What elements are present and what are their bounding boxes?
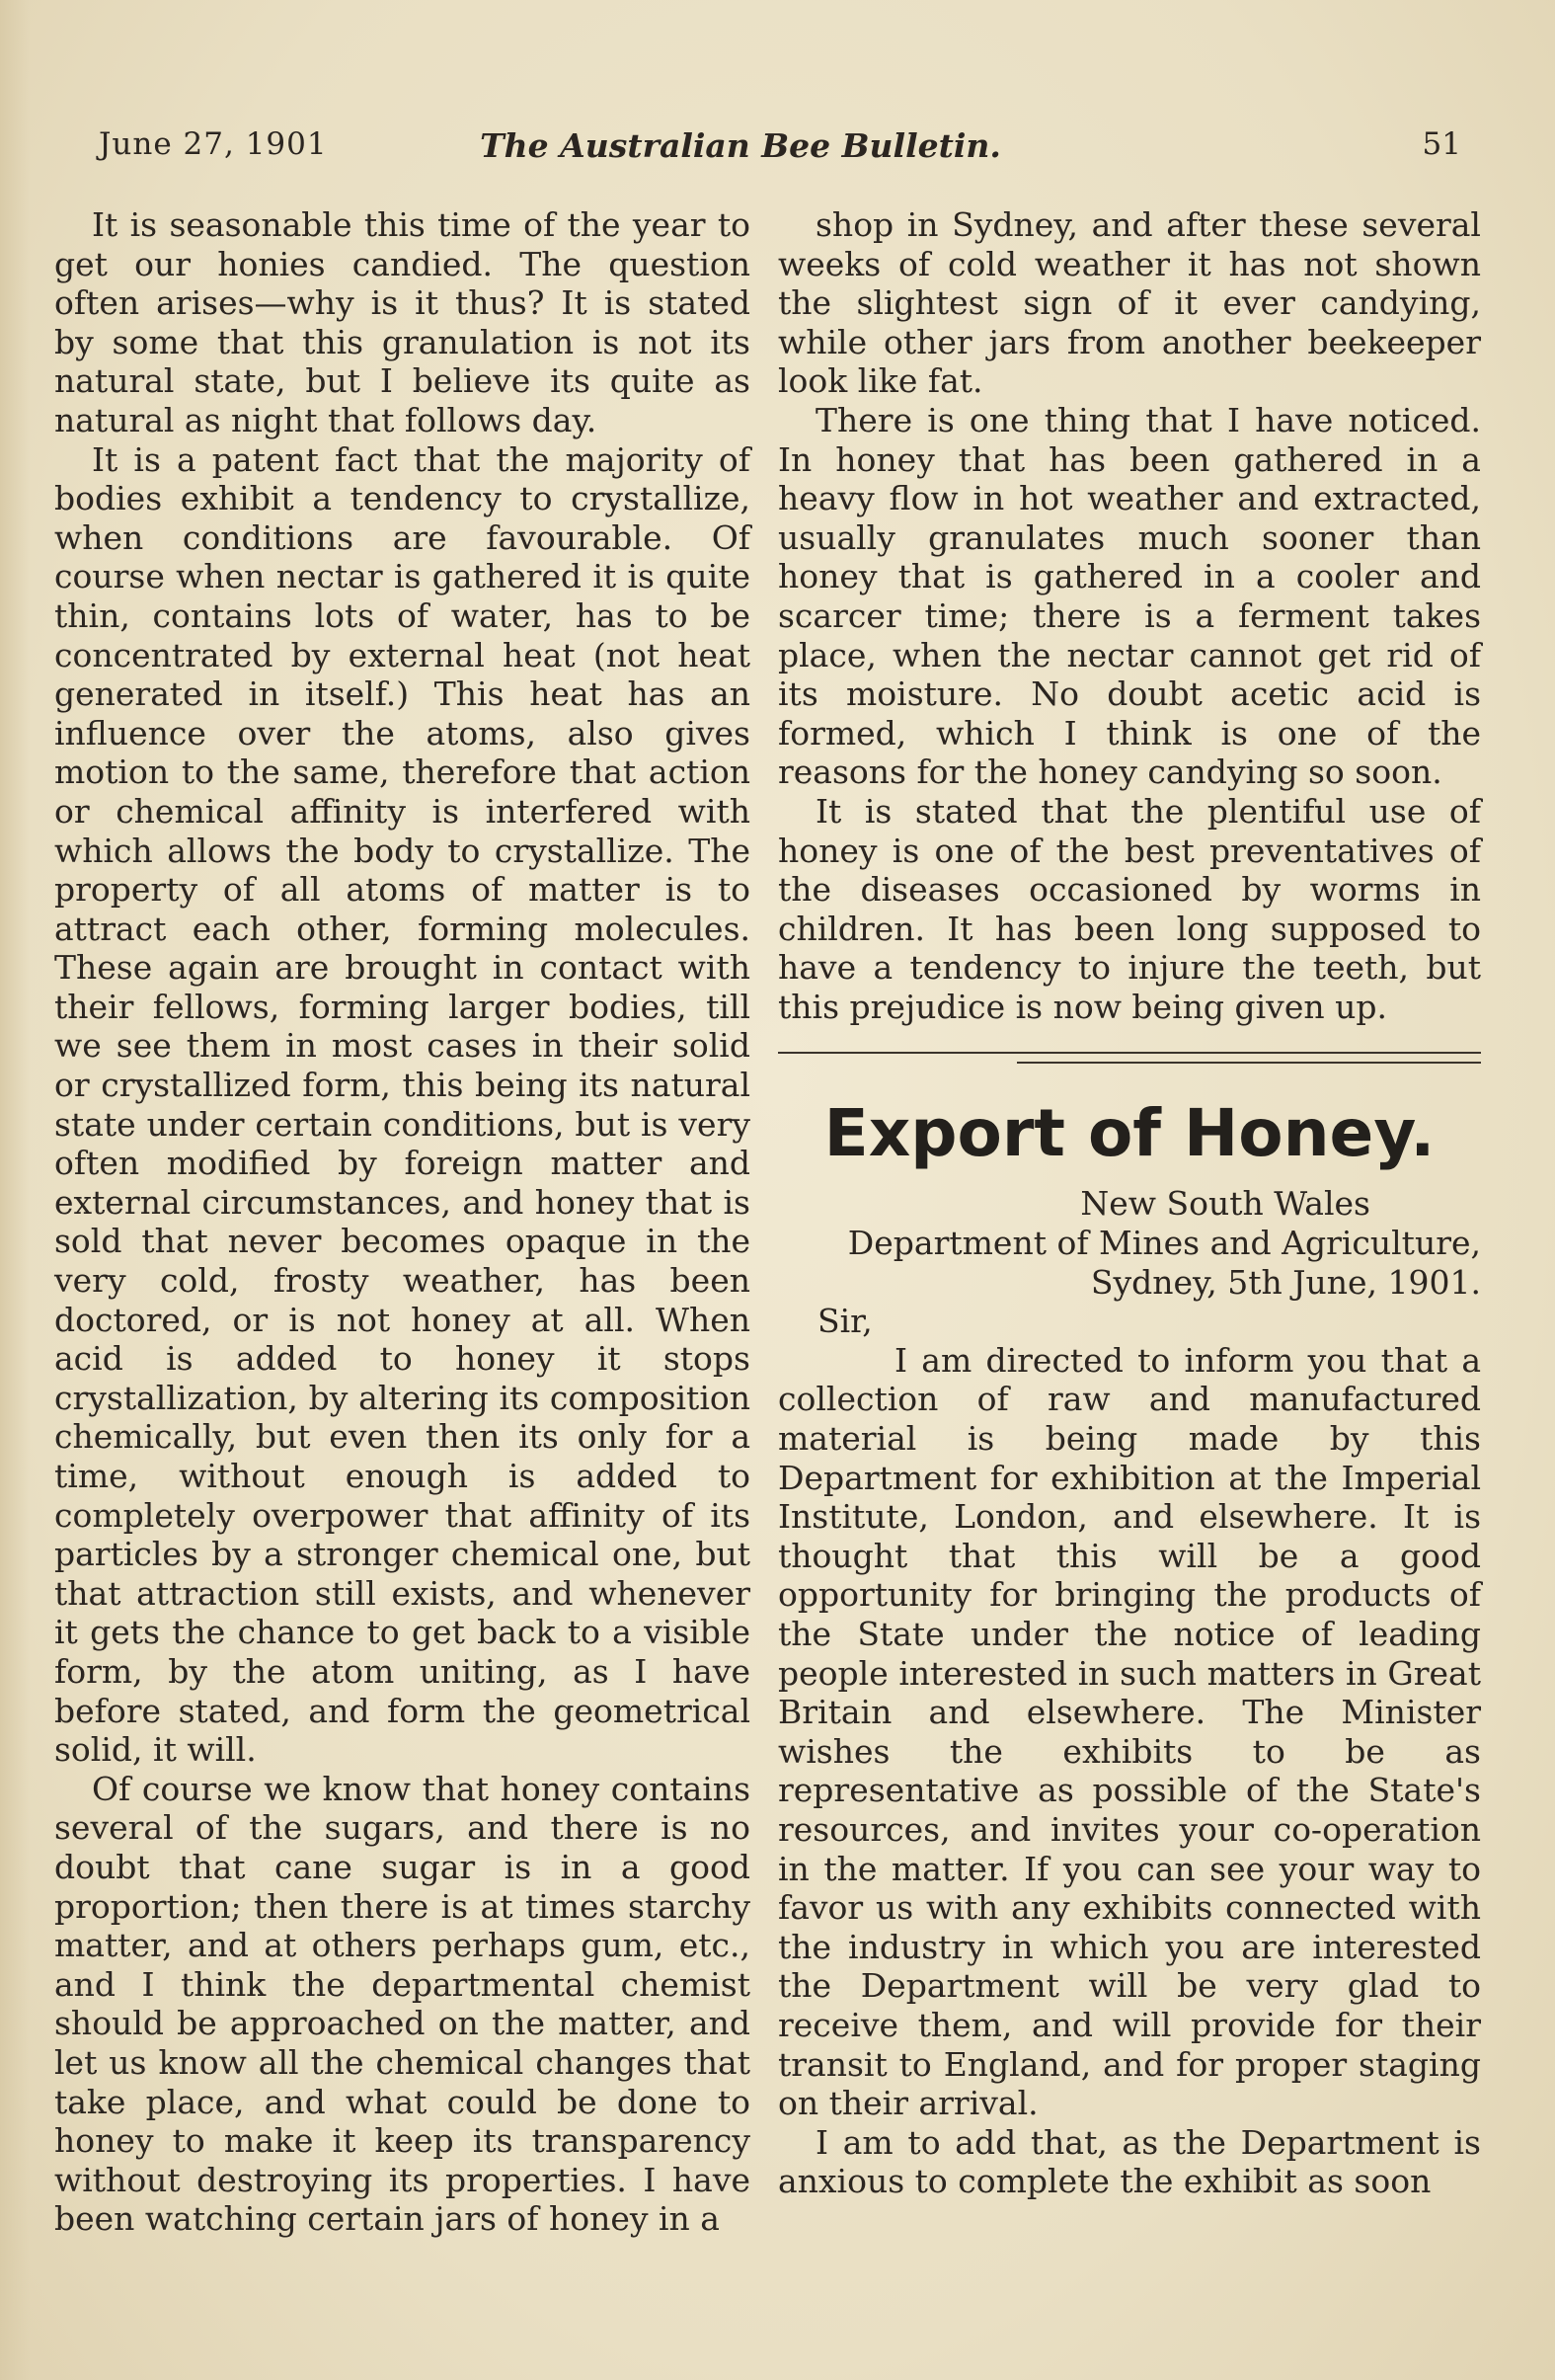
paragraph: It is stated that the plentiful use of honey is one of the best preventatives of the diseases occasioned by worms in children. It has been long supposed to have a tendency to injure the teeth, but this prejudice is now being given up.	[778, 791, 1481, 1026]
letter-address-line: New South Wales	[1080, 1184, 1370, 1224]
left-column	[54, 205, 750, 2239]
letter-address-line: Department of Mines and Agriculture,	[847, 1224, 1481, 1263]
page-header	[99, 126, 1461, 176]
paragraph: It is a patent fact that the majority of bodies exhibit a tendency to crystallize, when conditions are favourable. Of course when nectar is gathered it is quite thin, contains lots of water, has to be concentrated by external heat (not heat generated in itself.) This heat has an influence over the atoms, also gives motion to the same, therefore that action or chemical affinity is interfered with which allows the body to crystallize. The property of all atoms of matter is to attract each other, forming molecules. These again are brought in contact with their fellows, forming larger bodies, till we see them in most cases in their solid or crystallized form, this being its natural state under certain conditions, but is very often modified by foreign matter and external circumstances, and honey that is sold that never becomes opaque in the very cold, frosty weather, has been doctored, or is not honey at all. When acid is added to honey it stops crystallization, by altering its composition chemically, but even then its only for a time, without enough is added to completely overpower that affinity of its particles by a stronger chemical one, but that attraction still exists, and whenever it gets the chance to get back to a visible form, by the atom uniting, as I have before stated, and form the geometrical solid, it will.	[54, 439, 750, 1770]
paragraph: shop in Sydney, and after these several weeks of cold weather it has not shown the slightest sign of it ever candying, while other jars from another beekeeper look like fat.	[778, 205, 1481, 401]
article-headline: Export of Honey.	[823, 1095, 1436, 1172]
page-margin	[0, 0, 30, 2380]
publication-title: The Australian Bee Bulletin.	[480, 126, 1001, 165]
paragraph: It is seasonable this time of the year to get our honies candied. The question often arises—why is it thus? It is stated by some that this granulation is not its natural state, but I believe its quite as natural as night that follows day.	[54, 205, 750, 439]
paragraph: Of course we know that honey contains several of the sugars, and there is no doubt that cane sugar is in a good proportion; then there is at times starchy matter, and at others perhaps gum, etc., and I think the departmental chemist should be approached on the matter, and let us know all the chemical changes that take place, and what could be done to honey to make it keep its transparency without destroying its properties. I have been watching certain jars of honey in a	[54, 1769, 750, 2239]
right-column	[778, 205, 1481, 2201]
divider-line	[1017, 1062, 1481, 1064]
letter-address-line: Sydney, 5th June, 1901.	[1090, 1262, 1481, 1302]
letter-salutation: Sir,	[817, 1302, 873, 1341]
paragraph: I am to add that, as the Department is anxious to complete the exhibit as soon	[778, 2122, 1481, 2201]
paragraph: There is one thing that I have noticed. In honey that has been gathered in a heavy flow in hot weather and extracted, usually granulates much sooner than honey that is gathered in a cooler and scarcer time; there is a ferment takes place, when the nectar cannot get rid of its moisture. No doubt acetic acid is formed, which I think is one of the reasons for the honey candying so soon.	[778, 400, 1481, 792]
issue-date: June 27, 1901	[99, 126, 328, 162]
page-number: 51	[1422, 126, 1461, 162]
paragraph: I am directed to inform you that a collection of raw and manufactured material is being made by this Department for exhibition at the Imperial Institute, London, and elsewhere. It is thought that this will be a good opportunity for bringing the products of the State under the notice of leading people interested in such matters in Great Britain and elsewhere. The Minister wishes the exhibits to be as representative as possible of the State's resources, and invites your co-operation in the matter. If you can see your way to favor us with any exhibits connected with the industry in which you are interested the Department will be very glad to receive them, and will provide for their transit to England, and for proper staging on their arrival.	[778, 1340, 1481, 2123]
section-divider	[778, 1052, 1481, 1064]
divider-line	[778, 1052, 1481, 1054]
